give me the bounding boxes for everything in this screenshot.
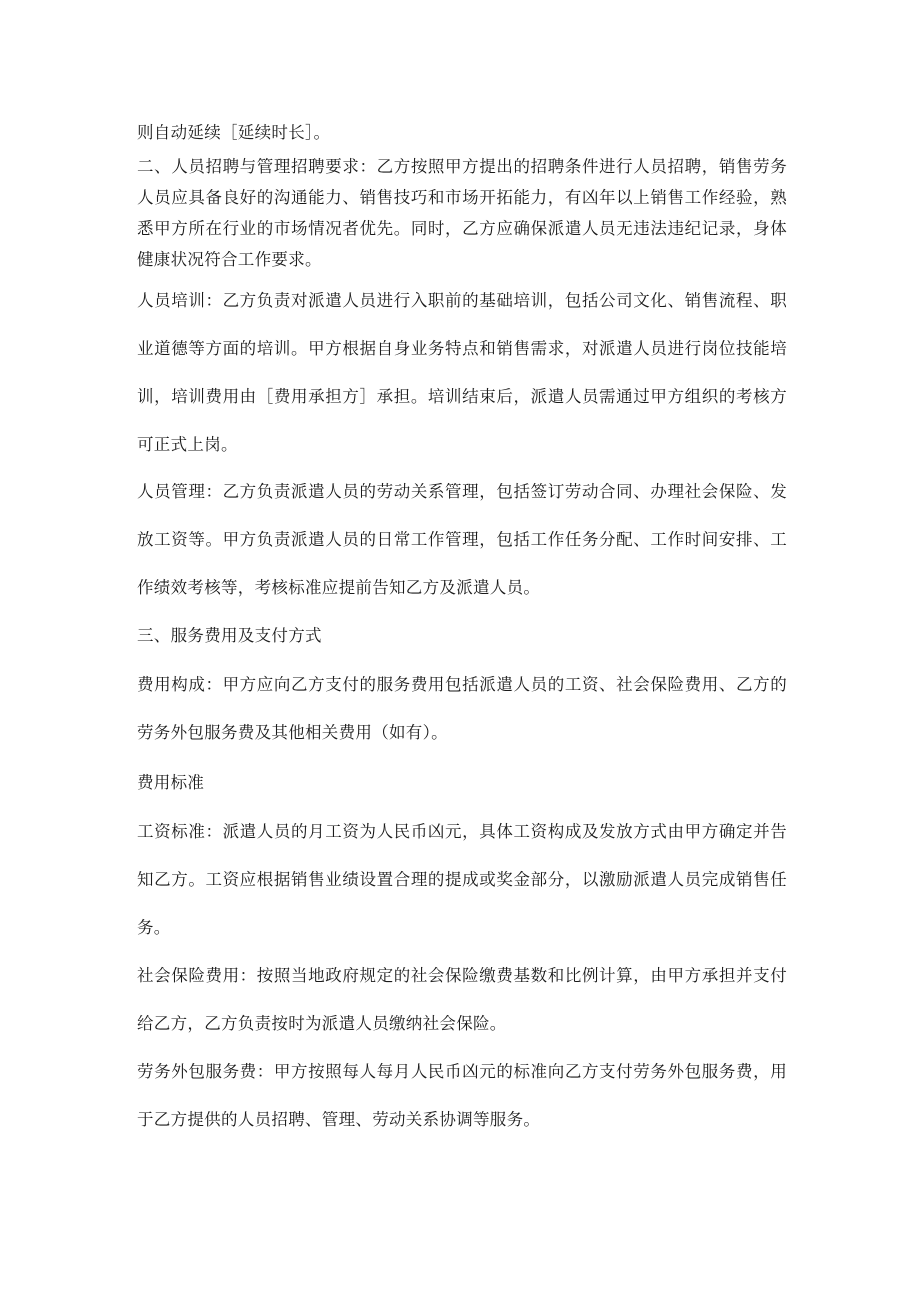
paragraph-salary-standard: 工资标准：派遣人员的月工资为人民币凶元，具体工资构成及发放方式由甲方确定并告知乙方。工资应根据销售业绩设置合理的提成或奖金部分，以激励派遣人员完成销售任务。 — [137, 822, 787, 937]
paragraph-renewal: 则自动延续［延续时长］。 — [137, 123, 331, 142]
paragraph-outsourcing-fee: 劳务外包服务费：甲方按照每人每月人民币凶元的标准向乙方支付劳务外包服务费，用于乙方提供的人员招聘、管理、劳动关系协调等服务。 — [137, 1062, 787, 1129]
paragraph-fee-composition: 费用构成：甲方应向乙方支付的服务费用包括派遣人员的工资、社会保险费用、乙方的劳务外包服务费及其他相关费用（如有）。 — [137, 675, 787, 742]
paragraph-social-insurance: 社会保险费用：按照当地政府规定的社会保险缴费基数和比例计算，由甲方承担并支付给乙方，乙方负责按时为派遣人员缴纳社会保险。 — [137, 966, 787, 1033]
paragraph-management: 人员管理：乙方负责派遣人员的劳动关系管理，包括签订劳动合同、办理社会保险、发放工资等。甲方负责派遣人员的日常工作管理，包括工作任务分配、工作时间安排、工作绩效考核等，考核标准应提前告知乙方及派遣人员。 — [137, 482, 787, 597]
section-heading-fees: 三、服务费用及支付方式 — [137, 626, 322, 645]
subheading-fee-standard: 费用标准 — [137, 773, 205, 792]
paragraph-recruitment-requirements: 二、人员招聘与管理招聘要求：乙方按照甲方提出的招聘条件进行人员招聘，销售劳务人员应具备良好的沟通能力、销售技巧和市场开拓能力，有凶年以上销售工作经验，熟悉甲方所在行业的市场情况者优先。同时，乙方应确保派遣人员无违法违纪记录，身体健康状况符合工作要求。 — [137, 157, 787, 269]
paragraph-training: 人员培训：乙方负责对派遣人员进行入职前的基础培训，包括公司文化、销售流程、职业道德等方面的培训。甲方根据自身业务特点和销售需求，对派遣人员进行岗位技能培训，培训费用由［费用承担方］承担。培训结束后，派遣人员需通过甲方组织的考核方可正式上岗。 — [137, 291, 787, 454]
